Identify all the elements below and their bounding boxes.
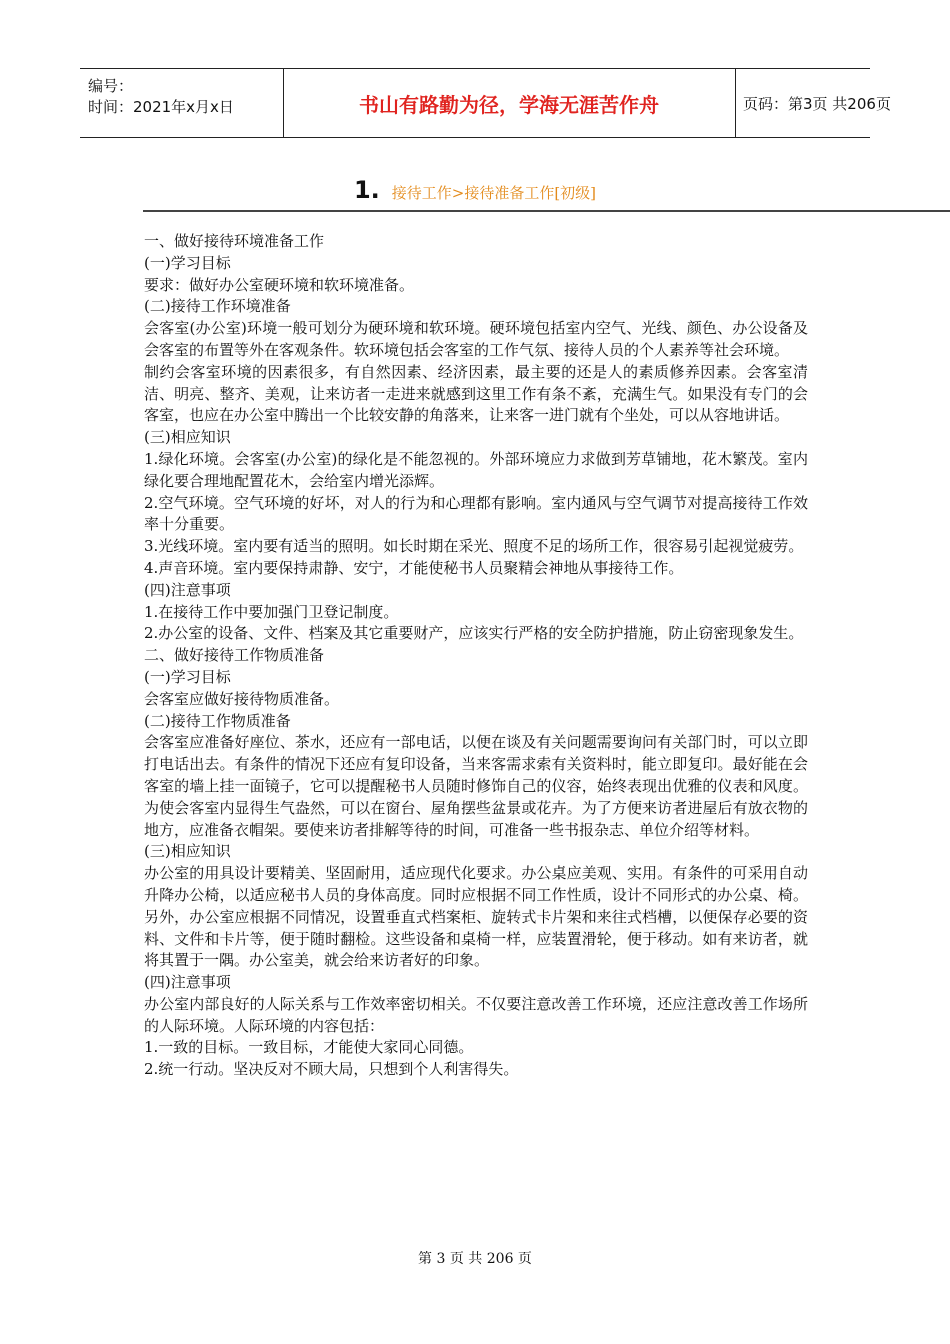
- paragraph: 3.光线环境。室内要有适当的照明。如长时期在采光、照度不足的场所工作，很容易引起视觉疲劳。: [144, 537, 804, 556]
- paragraph: (四)注意事项: [144, 973, 231, 992]
- page-footer: 第 3 页 共 206 页: [418, 1251, 532, 1267]
- paragraph: 会客室(办公室)环境一般可划分为硬环境和软环境。硬环境包括室内空气、光线、颜色、办公设备及会客室的布置等外在客观条件。软环境包括会客室的工作气氛、接待人员的个人素养等社会环境。: [144, 319, 808, 359]
- page-header: [80, 68, 891, 138]
- paragraph: 1.一致的目标。一致目标，才能使大家同心同德。: [144, 1038, 474, 1057]
- paragraph: (四)注意事项: [144, 580, 231, 599]
- paragraph: 2.空气环境。空气环境的好坏，对人的行为和心理都有影响。室内通风与空气调节对提高接待工作效率十分重要。: [144, 493, 808, 534]
- header-left-cell: [80, 69, 284, 137]
- section-title: [0, 176, 950, 204]
- paragraph: (三)相应知识: [144, 428, 231, 447]
- paragraph: (二)接待工作物质准备: [144, 711, 291, 730]
- paragraph: 4.声音环境。室内要保持肃静、安宁，才能使秘书人员聚精会神地从事接待工作。: [144, 558, 684, 577]
- paragraph: 办公室内部良好的人际关系与工作效率密切相关。不仅要注意改善工作环境，还应注意改善工作场所的人际环境。人际环境的内容包括：: [144, 994, 808, 1035]
- date-line: 时间：2021年x月x日: [88, 98, 234, 116]
- header-page-info: 页码：第3页 共206页: [743, 95, 891, 113]
- title-rule: [143, 210, 950, 212]
- document-body: [144, 231, 808, 1081]
- serial-label: 编号：: [88, 77, 134, 95]
- paragraph: (一)学习目标: [144, 253, 231, 272]
- paragraph: (二)接待工作环境准备: [144, 297, 291, 316]
- paragraph: 2.统一行动。坚决反对不顾大局，只想到个人利害得失。: [144, 1060, 519, 1079]
- header-middle-cell: [283, 69, 736, 137]
- paragraph: 制约会客室环境的因素很多，有自然因素、经济因素，最主要的还是人的素质修养因素。会客室清洁、明亮、整齐、美观，让来访者一走进来就感到这里工作有条不紊，充满生气。如果没有专门的会客室，也应在办公室中腾出一个比较安静的角落来，让来客一进门就有个坐处，可以从容地讲话。: [144, 362, 808, 425]
- paragraph: 一、做好接待环境准备工作: [144, 232, 325, 250]
- paragraph: 会客室应做好接待物质准备。: [144, 689, 340, 708]
- section-number: 1.: [353, 176, 380, 204]
- paragraph: 要求：做好办公室硬环境和软环境准备。: [144, 275, 415, 294]
- section-title-text: 接待工作>接待准备工作[初级]: [391, 184, 597, 202]
- paragraph: 会客室应准备好座位、茶水，还应有一部电话，以便在谈及有关问题需要询问有关部门时，可以立即打电话出去。有条件的情况下还应有复印设备，当来客需求索有关资料时，能立即复印。最好能在会客室的墙上挂一面镜子，它可以提醒秘书人员随时修饰自己的仪容，始终表现出优雅的仪表和风度。为使会客室内显得生气盎然，可以在窗台、屋角摆些盆景或花卉。为了方便来访者进屋后有放衣物的地方，应准备衣帽架。要使来访者排解等待的时间，可准备一些书报杂志、单位介绍等材料。: [144, 733, 808, 839]
- paragraph: 2.办公室的设备、文件、档案及其它重要财产，应该实行严格的安全防护措施，防止窃密现象发生。: [144, 624, 804, 643]
- paragraph: 二、做好接待工作物质准备: [144, 646, 325, 665]
- paragraph: 1.在接待工作中要加强门卫登记制度。: [144, 602, 399, 621]
- paragraph: (三)相应知识: [144, 842, 231, 861]
- paragraph: (一)学习目标: [144, 667, 231, 686]
- header-motto: 书山有路勤为径，学海无涯苦作舟: [359, 93, 659, 117]
- paragraph: 1.绿化环境。会客室(办公室)的绿化是不能忽视的。外部环境应力求做到芳草铺地，花木繁茂。室内绿化要合理地配置花木，会给室内增光添辉。: [144, 449, 808, 490]
- header-right-cell: [735, 69, 891, 137]
- paragraph: 办公室的用具设计要精美、坚固耐用，适应现代化要求。办公桌应美观、实用。有条件的可采用自动升降办公椅，以适应秘书人员的身体高度。同时应根据不同工作性质，设计不同形式的办公桌、椅。另外，办公室应根据不同情况，设置垂直式档案柜、旋转式卡片架和来往式档槽，以便保存必要的资料、文件和卡片等，便于随时翻检。这些设备和桌椅一样，应装置滑轮，便于移动。如有来访者，就将其置于一隅。办公室美，就会给来访者好的印象。: [144, 864, 808, 970]
